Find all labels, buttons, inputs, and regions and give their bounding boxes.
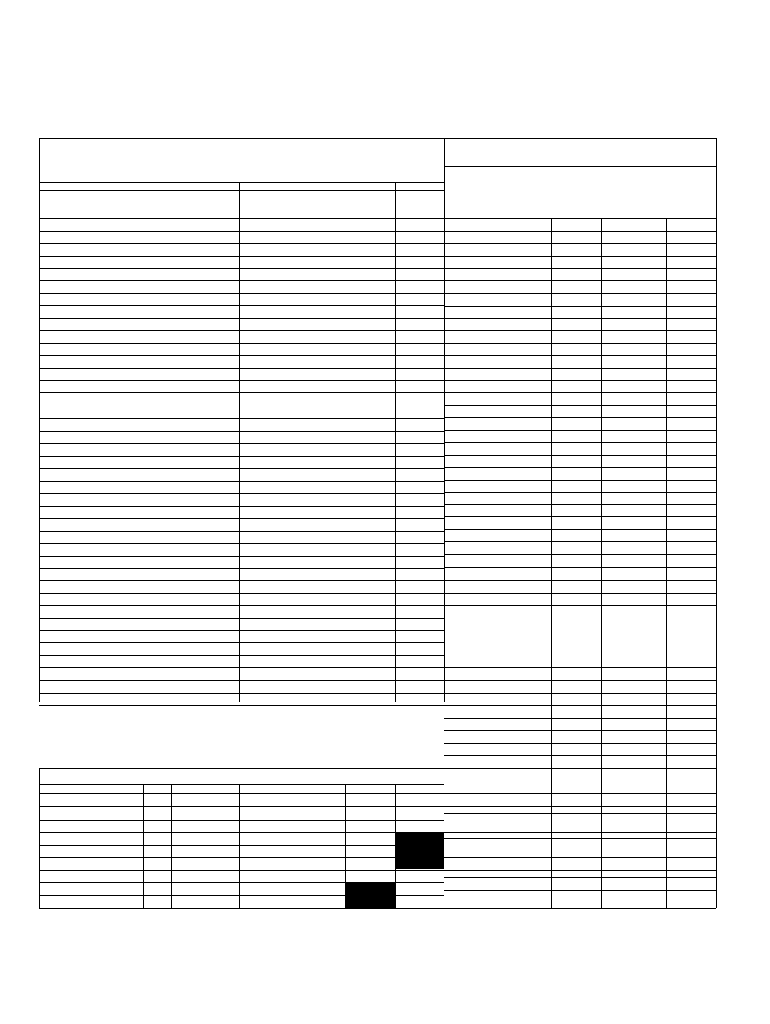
rule	[444, 492, 716, 493]
column-rule	[601, 218, 602, 908]
column-rule	[551, 218, 552, 908]
shaded-cell	[396, 832, 444, 869]
rule	[39, 705, 444, 706]
rule	[444, 838, 716, 839]
rule	[444, 832, 716, 833]
rule	[444, 877, 716, 878]
column-rule	[666, 218, 667, 908]
rule	[39, 580, 444, 581]
rule	[39, 318, 444, 319]
rule	[444, 718, 716, 719]
rule	[39, 190, 444, 191]
rule	[444, 680, 716, 681]
rule	[444, 138, 716, 139]
rule	[444, 392, 716, 393]
rule	[39, 218, 444, 219]
rule	[444, 593, 716, 594]
rule	[39, 268, 444, 269]
rule	[39, 806, 444, 807]
rule	[39, 793, 444, 794]
rule	[444, 693, 716, 694]
rule	[444, 908, 716, 909]
rule	[444, 467, 716, 468]
rule	[444, 806, 716, 807]
rule	[444, 417, 716, 418]
column-rule	[39, 768, 40, 908]
rule	[39, 618, 444, 619]
rule	[39, 243, 444, 244]
rule	[444, 605, 716, 606]
rule	[444, 743, 716, 744]
rule	[39, 443, 444, 444]
column-rule	[171, 784, 172, 908]
rule	[39, 642, 444, 643]
rule	[39, 845, 444, 846]
rule	[39, 431, 444, 432]
rule	[39, 418, 444, 419]
rule	[39, 305, 444, 306]
rule	[39, 280, 444, 281]
rule	[444, 455, 716, 456]
rule	[39, 468, 444, 469]
rule	[39, 392, 444, 393]
rule	[444, 504, 716, 505]
rule	[39, 857, 444, 858]
rule	[39, 693, 444, 694]
rule	[39, 493, 444, 494]
rule	[39, 784, 444, 785]
rule	[444, 580, 716, 581]
rule	[39, 380, 444, 381]
rule	[444, 268, 716, 269]
rule	[444, 890, 716, 891]
rule	[444, 405, 716, 406]
rule	[39, 593, 444, 594]
rule	[444, 442, 716, 443]
rule	[39, 680, 444, 681]
rule	[444, 567, 716, 568]
rule	[444, 667, 716, 668]
rule	[444, 870, 716, 871]
rule	[39, 870, 444, 871]
rule	[444, 293, 716, 294]
rule	[444, 218, 716, 219]
rule	[444, 368, 716, 369]
rule	[444, 243, 716, 244]
rule	[444, 516, 716, 517]
rule	[39, 355, 444, 356]
rule	[39, 368, 444, 369]
rule	[39, 908, 444, 909]
column-rule	[716, 138, 717, 908]
rule	[444, 705, 716, 706]
rule	[39, 182, 444, 183]
rule	[39, 820, 444, 821]
rule	[39, 556, 444, 557]
rule	[39, 456, 444, 457]
rule	[39, 630, 444, 631]
rule	[444, 430, 716, 431]
rule	[444, 280, 716, 281]
rule	[39, 293, 444, 294]
rule	[444, 231, 716, 232]
column-rule	[395, 182, 396, 702]
rule	[444, 318, 716, 319]
rule	[444, 529, 716, 530]
rule	[39, 667, 444, 668]
rule	[444, 730, 716, 731]
rule	[39, 330, 444, 331]
rule	[444, 343, 716, 344]
shaded-cell	[345, 882, 395, 908]
rule	[444, 306, 716, 307]
rule	[39, 832, 444, 833]
rule	[39, 256, 444, 257]
rule	[39, 568, 444, 569]
rule	[39, 343, 444, 344]
rule	[39, 543, 444, 544]
rule	[39, 605, 444, 606]
rule	[444, 166, 716, 167]
fin-top-rule	[39, 138, 444, 139]
column-rule	[239, 784, 240, 908]
rule	[444, 541, 716, 542]
rule	[444, 554, 716, 555]
rule	[39, 481, 444, 482]
rule	[444, 256, 716, 257]
rule	[444, 768, 716, 769]
rule	[444, 793, 716, 794]
rule	[39, 518, 444, 519]
rule	[39, 768, 444, 769]
rule	[39, 531, 444, 532]
rule	[444, 813, 716, 814]
column-rule	[239, 182, 240, 702]
rule	[39, 655, 444, 656]
column-rule	[143, 784, 144, 908]
rule	[444, 480, 716, 481]
rule	[39, 231, 444, 232]
rule	[444, 355, 716, 356]
rule	[444, 380, 716, 381]
rule	[444, 330, 716, 331]
column-rule	[444, 138, 445, 702]
rule	[444, 857, 716, 858]
rule	[39, 506, 444, 507]
rule	[444, 755, 716, 756]
